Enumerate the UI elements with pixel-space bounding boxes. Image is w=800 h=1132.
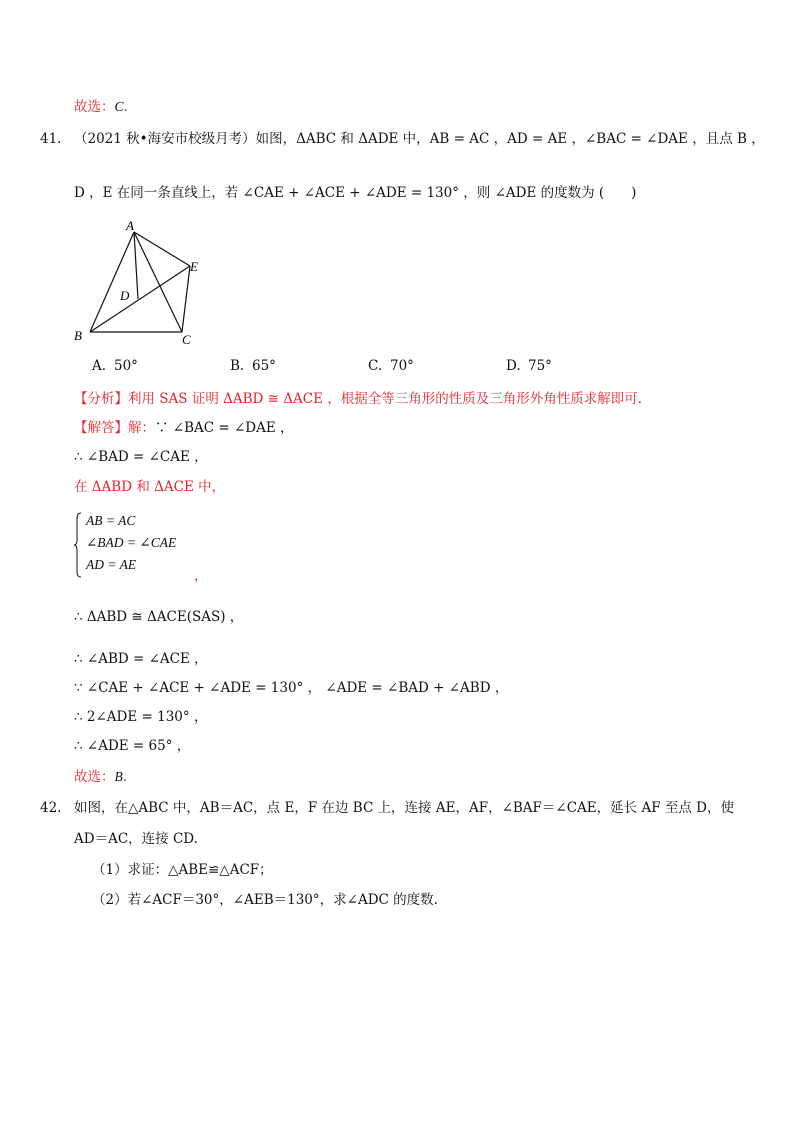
q40-answer-line [74, 97, 128, 117]
q41-stem-line1 [74, 129, 765, 149]
answer-suffix: . [122, 769, 128, 785]
proof-line-5: ∴ ∠ADE = 65° ， [74, 738, 191, 754]
proof-line-4: ∴ 2∠ADE = 130° ， [74, 709, 208, 725]
solution-line-1 [74, 418, 294, 438]
solution-step: ∵ ∠BAC = ∠DAE ， [155, 420, 294, 436]
q42-stem-line1: 如图，在△ABC 中，AB＝AC，点 E，F 在边 BC 上，连接 AE，AF，∠BAF＝∠CAE，延长 AF 至点 D，使 [74, 800, 734, 816]
segment-ad [134, 232, 138, 299]
geometry-figure [66, 216, 216, 350]
question-stem: 如图，ΔABC 和 ΔADE 中，AB = AC ，AD = AE ，∠BAC = ∠DAE ，且点 B ， [255, 131, 765, 147]
system-line-1: AB = AC [86, 513, 136, 528]
label-c: C [182, 332, 191, 347]
q42-part1: （1）求证：△ABE≌△ACF； [92, 862, 273, 878]
proof-line-3: ∵ ∠CAE + ∠ACE + ∠ADE = 130° ， ∠ADE = ∠BAD + ∠ABD ， [74, 680, 509, 696]
option-d-letter: D. [506, 358, 521, 374]
proof-line-2: ∴ ∠ABD = ∠ACE ， [74, 651, 208, 667]
system-line-2: ∠BAD = ∠CAE [86, 535, 177, 550]
question-source: （2021 秋•海安市校级月考） [74, 131, 256, 147]
q42-stem-line2: AD＝AC，连接 CD. [74, 831, 198, 847]
option-b-value: 65° [252, 358, 276, 374]
question-number: 42. [40, 800, 62, 816]
option-d-value: 75° [528, 358, 552, 374]
option-b-letter: B. [230, 358, 245, 374]
solution-head: 【解答】解： [74, 420, 155, 436]
answer-prefix: 故选： [74, 99, 115, 115]
solution-line-2: ∴ ∠BAD = ∠CAE ， [74, 449, 208, 465]
label-b: B [74, 328, 82, 343]
label-d: D [120, 288, 130, 303]
label-a: A [126, 218, 134, 233]
label-e: E [190, 259, 198, 274]
options-row [92, 356, 552, 376]
system-comma: ， [194, 568, 208, 584]
option-c-letter: C. [368, 358, 383, 374]
proof-line-1: ∴ ΔABD ≅ ΔACE(SAS) ， [74, 609, 244, 625]
q41-stem-line2: D ，E 在同一条直线上，若 ∠CAE + ∠ACE + ∠ADE = 130° ，则 ∠ADE 的度数为 ( ) [74, 185, 637, 201]
option-a-letter: A. [92, 358, 107, 374]
option-c-value: 70° [390, 358, 414, 374]
answer-prefix: 故选： [74, 769, 115, 785]
solution-line-3: 在 ΔABD 和 ΔACE 中， [74, 479, 226, 495]
system-line-3: AD = AE [86, 557, 137, 572]
left-brace [74, 512, 82, 578]
segment-ce [182, 266, 190, 332]
analysis: 【分析】利用 SAS 证明 ΔABD ≅ ΔACE ，根据全等三角形的性质及三角形外角性质求解即可. [74, 391, 643, 407]
question-number: 41. [40, 131, 62, 147]
answer-suffix: . [123, 99, 128, 115]
q41-answer-line [74, 767, 127, 787]
option-a-value: 50° [114, 358, 138, 374]
q42-part2: （2）若∠ACF＝30°，∠AEB＝130°，求∠ADC 的度数. [92, 892, 438, 908]
answer-letter: C [114, 99, 124, 114]
answer-letter: B [114, 769, 123, 784]
